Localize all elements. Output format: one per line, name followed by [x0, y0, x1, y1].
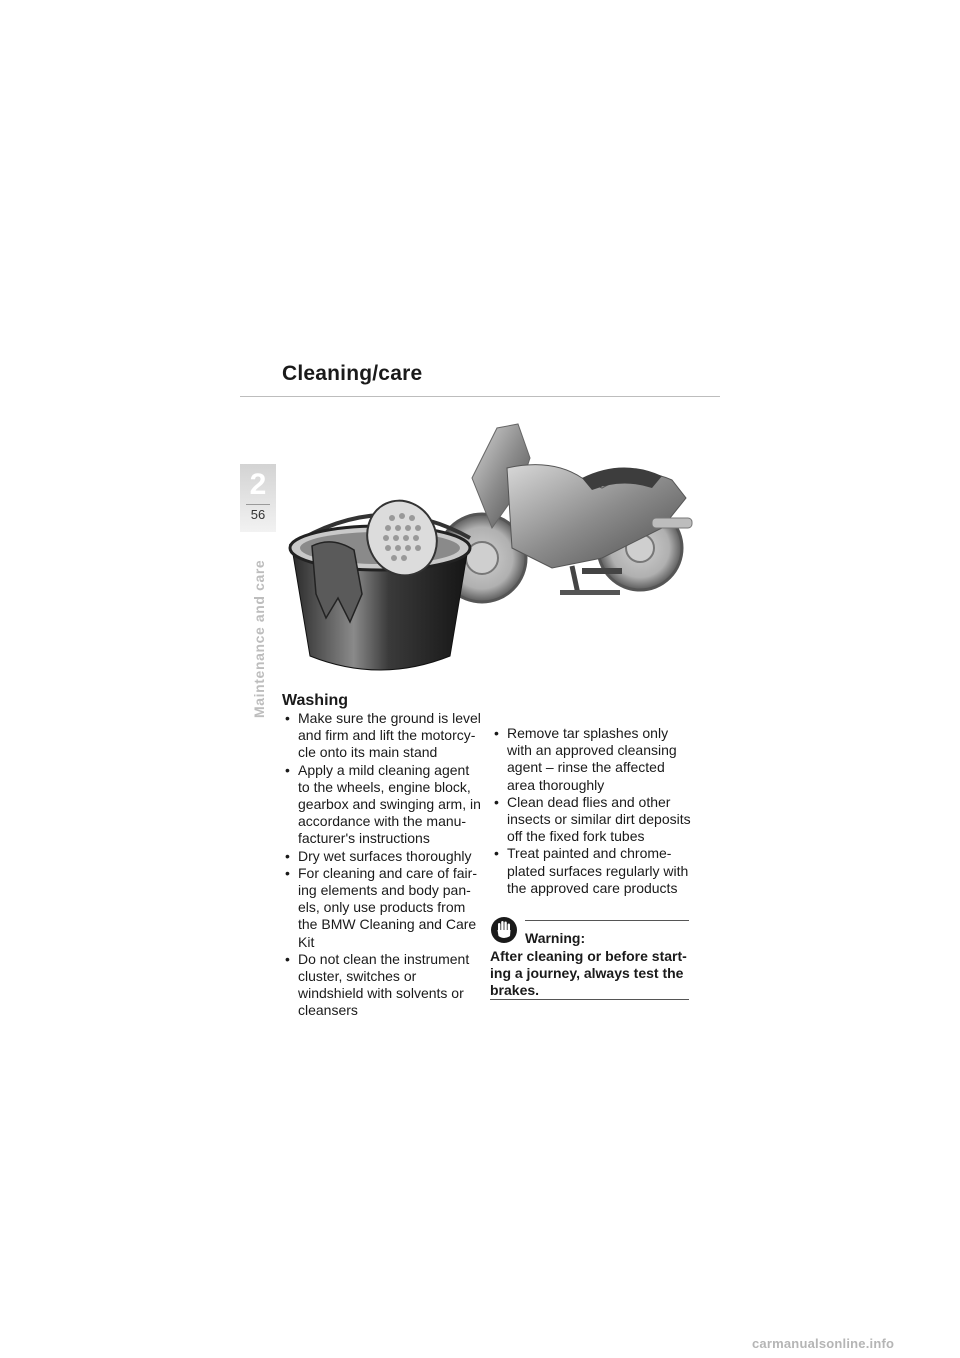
chapter-number: 2 — [249, 468, 267, 501]
warning-text: After cleaning or before start-ing a journey, always test the brakes. — [490, 948, 687, 999]
bucket-image — [290, 489, 470, 670]
warning-label: Warning: — [525, 930, 586, 946]
title-divider — [240, 396, 720, 397]
list-item: • Treat painted and chrome-plated surfaces regularly with the approved care products — [491, 845, 691, 897]
hand-stop-icon — [490, 916, 518, 944]
list-item: • Clean dead flies and other insects or similar dirt deposits off the fixed fork tubes — [491, 794, 691, 846]
list-item: • Do not clean the instrument cluster, switches or windshield with solvents or cleansers — [282, 951, 482, 1020]
page-number: 56 — [250, 507, 266, 522]
motorcycle-image — [438, 424, 692, 602]
warning-top-rule — [525, 920, 689, 921]
watermark: carmanualsonline.info — [752, 1336, 895, 1351]
chapter-tab-divider — [246, 504, 270, 505]
washing-heading: Washing — [282, 692, 349, 709]
washing-list-column1 — [282, 710, 482, 1020]
list-item: • Make sure the ground is level and firm and lift the motorcy-cle onto its main stand — [282, 710, 482, 762]
cleaning-illustration — [282, 418, 702, 680]
list-item: • Apply a mild cleaning agent to the wheels, engine block, gearbox and swinging arm, in accordance with the manu-facturer's instructions — [282, 762, 482, 848]
chapter-tab — [240, 464, 276, 532]
chapter-side-label: Maintenance and care — [251, 559, 267, 718]
page-title: Cleaning/care — [282, 362, 423, 385]
warning-bottom-rule — [490, 999, 689, 1000]
washing-list-column2 — [491, 725, 691, 897]
list-item: • Remove tar splashes only with an approved cleansing agent – rinse the affected area thoroughly — [491, 725, 691, 794]
list-item: • Dry wet surfaces thoroughly — [282, 848, 482, 865]
list-item: • For cleaning and care of fair-ing elements and body pan-els, only use products from the BMW Cleaning and Care Kit — [282, 865, 482, 951]
